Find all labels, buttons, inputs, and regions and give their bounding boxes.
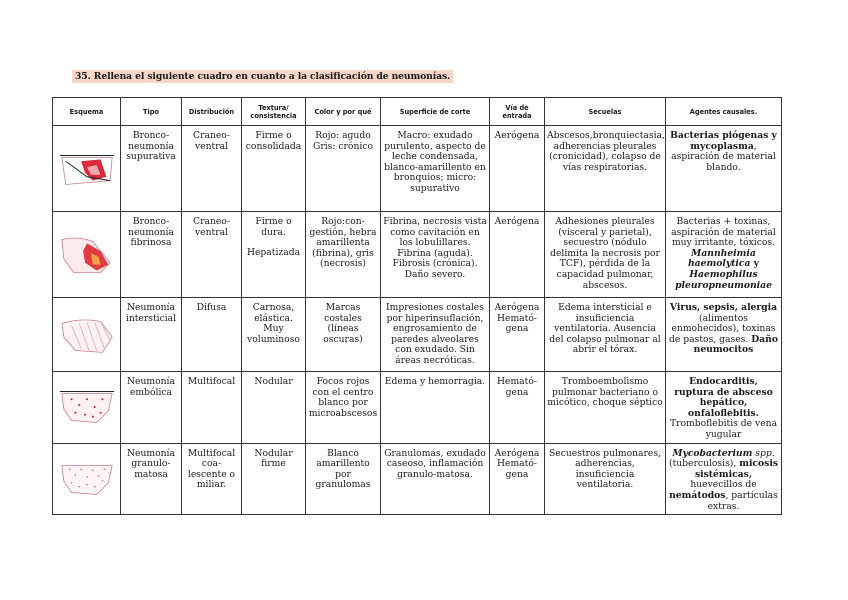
column-header-color: Color y por qué [306, 98, 381, 126]
cell-agentes: Endocarditis, ruptura de absceso hepático, onfaloflebitis. Tromboflebitis de vena yugular [666, 372, 782, 444]
cell-via: Aerógena [490, 126, 545, 212]
column-header-secuelas: Secuelas [545, 98, 666, 126]
cell-secuelas: Abscesos,bronquiectasia, adherencias pleurales (cronicidad), colapso de vías respiratorias. [545, 126, 666, 212]
cell-distribucion: Difusa [182, 298, 242, 372]
cell-superficie: Fibrina, necrosis vista como cavitación en los lobulillares. Fibrina (aguda). Fibrosis (crónica). Daño severo. [381, 212, 490, 298]
table-row [53, 443, 782, 515]
cell-tipo: Neumonía granulo-matosa [121, 443, 182, 515]
lung-lobe-interstitial-icon [58, 313, 116, 357]
cell-agentes: Virus, sepsis, alergia (alimentos enmohecidos), toxinas de pastos, gases. Daño neumocitos [666, 298, 782, 372]
cell-agentes: Bacterias piógenas y mycoplasma, aspiración de material blando. [666, 126, 782, 212]
table-row [53, 212, 782, 298]
table-row [53, 372, 782, 444]
cell-superficie: Macro: exudado purulento, aspecto de leche condensada, blanco-amarillento en bronquios; micro: supurativo [381, 126, 490, 212]
cell-textura: Firme o dura. Hepatizada [242, 212, 306, 298]
cell-secuelas: Tromboembolismo pulmonar bacteriano o micótico, choque séptico [545, 372, 666, 444]
lung-lobe-granulomatous-icon [58, 457, 116, 501]
cell-via: Hemató-gena [490, 372, 545, 444]
cell-distribucion: Craneo-ventral [182, 212, 242, 298]
cell-via: Aerógena [490, 212, 545, 298]
pneumonia-classification-table [52, 97, 782, 515]
cell-textura: Nodular [242, 372, 306, 444]
cell-color: Rojo:con-gestión, hebra amarillenta (fibrina), gris (necrosis) [306, 212, 381, 298]
cell-secuelas: Edema intersticial e insuficiencia ventilatoria. Ausencia del colapso pulmonar al abrir el tórax. [545, 298, 666, 372]
column-header-agentes: Agentes causales. [666, 98, 782, 126]
header-row [53, 98, 782, 126]
cell-superficie: Granulomas, exudado caseoso, inflamación granulo-matosa. [381, 443, 490, 515]
cell-textura: Nodular firme [242, 443, 306, 515]
cell-color: Rojo: agudo Gris: crónico [306, 126, 381, 212]
page-title: 35. Rellena el siguiente cuadro en cuanto a la clasificación de neumonías. [72, 70, 453, 83]
cell-via: Aerógena Hemató-gena [490, 443, 545, 515]
cell-superficie: Impresiones costales por hiperinsuflación, engrosamiento de paredes alveolares con exudado. Sin áreas necróticas. [381, 298, 490, 372]
cell-tipo: Neumonía embólica [121, 372, 182, 444]
column-header-tipo: Tipo [121, 98, 182, 126]
lung-lobe-embolic-icon [58, 385, 116, 429]
cell-tipo: Bronco-neumonía supurativa [121, 126, 182, 212]
cell-textura: Carnosa, elástica. Muy voluminoso [242, 298, 306, 372]
cell-color: Marcas costales (líneas oscuras) [306, 298, 381, 372]
cell-superficie: Edema y hemorragia. [381, 372, 490, 444]
column-header-superficie: Superficie de corte [381, 98, 490, 126]
cell-color: Blanco amarillento por granulomas [306, 443, 381, 515]
cell-tipo: Bronco-neumonía fibrinosa [121, 212, 182, 298]
column-header-esquema: Esquema [53, 98, 121, 126]
cell-textura: Firme o consolidada [242, 126, 306, 212]
cell-secuelas: Secuestros pulmonares, adherencias, insuficiencia ventilatoria. [545, 443, 666, 515]
lung-lobe-fibrinous-icon [58, 233, 116, 277]
cell-distribucion: Multifocal coa-lescente o miliar. [182, 443, 242, 515]
cell-agentes: Mycobacterium spp. (tuberculosis), micosis sistémicas, huevecillos de nemátodos, partículas extras. [666, 443, 782, 515]
column-header-textura: Textura/ consistencia [242, 98, 306, 126]
table-row [53, 126, 782, 212]
cell-agentes: Bacterias + toxinas, aspiración de material muy irritante, tóxicos. Mannheimia haemolytica y Haemophilus pleuropneumoniae [666, 212, 782, 298]
column-header-via: Vía de entrada [490, 98, 545, 126]
cell-tipo: Neumonía intersticial [121, 298, 182, 372]
cell-secuelas: Adhesiones pleurales (visceral y parietal), secuestro (nódulo delimita la necrosis por TCF), pérdida de la capacidad pulmonar, abscesos. [545, 212, 666, 298]
cell-distribucion: Multifocal [182, 372, 242, 444]
cell-color: Focos rojos con el centro blanco por microabscesos [306, 372, 381, 444]
lung-lobe-anteroventral-icon [58, 147, 116, 191]
column-header-distribucion: Distribución [182, 98, 242, 126]
table-row [53, 298, 782, 372]
cell-distribucion: Craneo-ventral [182, 126, 242, 212]
cell-via: Aerógena Hemató-gena [490, 298, 545, 372]
